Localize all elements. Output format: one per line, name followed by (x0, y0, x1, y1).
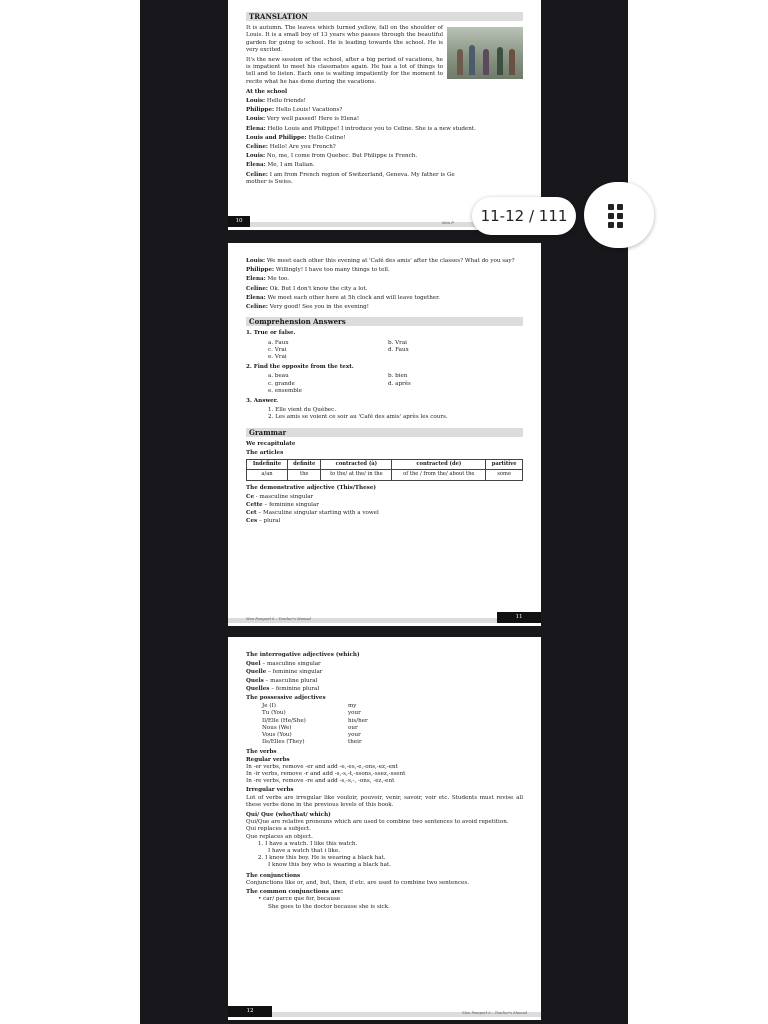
dialogue-line: Louis: We meet each other this evening at 'Café des amis' after the classes? What do you say? (246, 258, 515, 264)
possessive: his/her (348, 717, 368, 724)
example-2-result: I know this boy who is wearing a black hat. (268, 862, 392, 869)
regular-heading: Regular verbs (246, 756, 290, 763)
q2-answers (268, 373, 523, 395)
example-2: 2. I know this boy. He is wearing a black hat. (258, 855, 386, 862)
q3-label: 3. Answer. (246, 398, 279, 405)
photo-kids (447, 27, 523, 79)
dialogue-line: Elena: Hello Louis and Philippe! I introduce you to Celine. She is a new student. (246, 125, 476, 132)
pronoun: Vous (You) (262, 732, 292, 739)
table-cell: of the / from the/ about the (392, 470, 486, 480)
page-indicator: 11-12 / 111 (472, 197, 576, 235)
table-cell: some (486, 470, 523, 480)
dialogue-line: Celine: Very good! See you in the evening! (246, 304, 369, 311)
interrog-item: Quelles – feminine plural (246, 685, 320, 692)
possessive: your (348, 732, 361, 739)
dialogue-line: Celine: Ok. But I don't know the city a lot. (246, 285, 368, 292)
recap-heading: We recapitulate (246, 440, 296, 447)
answer: e. ensemble (268, 387, 302, 394)
answer: a. Faux (268, 339, 289, 346)
answer: d. après (388, 380, 411, 387)
page-footer (228, 612, 541, 626)
page-10 (228, 0, 541, 230)
table-row (247, 470, 523, 480)
common-conj-example: She goes to the doctor because she is sick. (268, 903, 390, 910)
page-11 (228, 243, 541, 626)
interrog-item: Quels – masculine plural (246, 677, 318, 684)
intro-paragraph-2: It's the new session of the school, after a big period of vacations, he is impatient to meet his classmates again. He has a lot of things to tell and to listen. Each one is waiting impatiently for the moment to recite what he has done during the vacations. (246, 57, 443, 85)
comprehension-heading: Comprehension Answers (246, 317, 523, 326)
dialogue-line: Philippe: Hello Louis! Vacations? (246, 107, 343, 114)
example-1: 1. I have a watch. I like this watch. (258, 840, 358, 847)
verbs-heading: The verbs (246, 749, 277, 756)
demonstrative-heading: The demonstrative adjective (This/These) (246, 484, 377, 491)
answer: b. bien (388, 373, 408, 380)
page-footer (228, 1006, 541, 1020)
possessive-table (262, 703, 523, 746)
demo-item: Cette – feminine singular (246, 502, 319, 509)
articles-table (246, 459, 523, 480)
answer: b. Vrai (388, 339, 407, 346)
page-12 (228, 637, 541, 1020)
column-header: contracted (de) (392, 460, 486, 470)
conjunctions-text: Conjunctions like or, and, but, then, if etc. are used to combine two sentences. (246, 879, 470, 886)
dialogue-line: Louis: Hello friends! (246, 98, 306, 105)
q3-answer-2: 2. Les amis se voient ce soir au 'Café des amis' après les cours. (268, 414, 448, 421)
conjunctions-heading: The conjunctions (246, 872, 301, 879)
footer-brand: Mon Passport 6 – Teacher's Manual (246, 617, 311, 621)
pronoun: Nous (We) (262, 724, 292, 731)
interrog-item: Quel – masculine singular (246, 661, 321, 668)
regular-rule: In -re verbs, remove -re and add -s,-s,-, -ons, -ez,-ent (246, 778, 395, 785)
answer: c. Vrai (268, 346, 287, 353)
interrogative-heading: The interrogative adjectives (which) (246, 652, 360, 658)
table-cell: to the/ at the/ in the (321, 470, 392, 480)
dialogue-10 (246, 98, 523, 186)
intro-paragraph-1: It is autumn. The leaves which turned yellow, fall on the shoulder of Louis. It is a small boy of 13 years who passes through the beautiful garden for going to school. He is leading towards the school. He is very excited. (246, 25, 443, 53)
answer: a. beau (268, 373, 289, 380)
column-header: contracted (à) (321, 460, 392, 470)
q1-answers (268, 340, 523, 362)
column-header: partitive (486, 460, 523, 470)
pronoun: Tu (You) (262, 710, 286, 717)
regular-rule: In -er verbs, remove -er and add -e,-es,-e,-ons,-ez,-ent (246, 763, 398, 770)
que-line: Que replaces an object. (246, 833, 313, 840)
demo-item: Ces – plural (246, 518, 281, 525)
dialogue-line: Celine: I am from French region of Switzerland, Geneva. My father is Ge (246, 171, 455, 178)
document-viewer[interactable] (140, 0, 628, 1024)
page-number: 12 (228, 1006, 272, 1017)
page-number: 11 (497, 612, 541, 623)
common-conj-item: • car/ parce que for, because (258, 896, 341, 903)
dialogue-line: Elena: Me too. (246, 276, 289, 283)
possessive: my (348, 703, 357, 710)
pronoun: Il/Elle (He/She) (262, 717, 306, 724)
subheading-at-school: At the school (246, 88, 288, 95)
grid-icon (608, 204, 623, 228)
table-header-row (247, 460, 523, 470)
demo-item: Cet – Masculine singular starting with a vowel (246, 510, 379, 517)
dialogue-line: Elena: We meet each other here at 5h clock and will leave together. (246, 294, 440, 301)
dialogue-line: Philippe: Willingly! I have too many things to tell. (246, 267, 390, 274)
qui-que-heading: Qui/ Que (who/that/ which) (246, 812, 331, 819)
table-cell: the (288, 470, 321, 480)
irregular-heading: Irregular verbs (246, 787, 294, 794)
q3-answer-1: 1. Elle vient du Québec. (268, 407, 337, 414)
grid-menu-button[interactable] (584, 182, 654, 248)
possessive: your (348, 710, 361, 717)
pronoun: Ils/Elles (They) (262, 739, 305, 746)
regular-rule: In -ir verbs, remove -r and add -s,-s,-t,-ssons,-ssez,-ssent (246, 771, 406, 778)
pronoun: Je (I) (262, 703, 276, 710)
q2-label: 2. Find the opposite from the text. (246, 364, 354, 371)
answer: c. grande (268, 380, 295, 387)
dialogue-tail: mother is Swiss. (246, 178, 293, 185)
footer-brand: Mon Passport 6 – Teacher's Manual (462, 1011, 527, 1015)
qui-que-text: Qui/Que are relative pronouns which are used to combine two sentences to avoid repetition. (246, 819, 509, 826)
dialogue-line: Louis: No, me, I come from Quebec. But Philippe is French. (246, 153, 418, 160)
table-cell: a/an (247, 470, 288, 480)
interrog-item: Quelle – feminine singular (246, 669, 323, 676)
translation-heading: TRANSLATION (246, 12, 523, 21)
column-header: definite (288, 460, 321, 470)
dialogue-line: Elena: Me, I am Italian. (246, 162, 315, 169)
example-1-result: I have a watch that i like. (268, 848, 341, 855)
dialogue-line: Louis and Philippe: Hello Celine! (246, 134, 346, 141)
answer: e. Vrai (268, 354, 287, 361)
dialogue-line: Louis: Very well passed! Here is Elena! (246, 116, 360, 123)
dialogue-11 (246, 258, 523, 311)
irregular-text: Lot of verbs are irregular like vouloir, pouvoir, venir, savoir, voir etc. Students must revise all these verbs done in the previous levels of this book. (246, 794, 523, 808)
q1-label: 1. True or false. (246, 330, 296, 337)
dialogue-line: Celine: Hello! Are you French? (246, 144, 336, 151)
possessive-heading: The possessive adjectives (246, 695, 326, 702)
possessive: their (348, 739, 362, 746)
column-header: Indefinite (247, 460, 288, 470)
page-number: 10 (228, 216, 250, 227)
footer-brand: Mon P (442, 221, 454, 225)
articles-heading: The articles (246, 450, 284, 457)
common-conj-heading: The common conjunctions are: (246, 889, 344, 896)
demo-item: Ce - masculine singular (246, 493, 314, 500)
grammar-heading: Grammar (246, 428, 523, 437)
answer: d. Faux (388, 346, 409, 353)
qui-line: Qui replaces a subject. (246, 826, 311, 833)
possessive: our (348, 724, 358, 731)
